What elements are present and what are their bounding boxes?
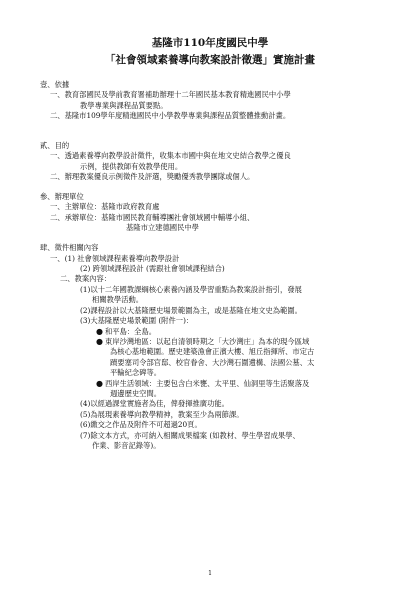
section-4-item-2: 二、教案內容： bbox=[60, 274, 112, 284]
content-item-3: (3)大基隆歷史場景範圍 (附件一)： bbox=[80, 316, 194, 326]
section-3-item-2-cont: 基隆市立建德國民中學 bbox=[126, 223, 199, 233]
section-4-item-1: 一、(1) 社會領域課程素養導向教學設計 bbox=[50, 253, 180, 263]
page-number: 1 bbox=[208, 570, 212, 577]
area-heping-island: 和平島：全島。 bbox=[105, 326, 157, 336]
content-item-2: (2)課程設計以大基隆歷史場景範圍為主，或是基隆在地文史為範圍。 bbox=[80, 305, 302, 315]
section-3-item-1: 一、主辦單位：基隆市政府教育處 bbox=[50, 202, 160, 212]
area-east-coast-cont-1: 為核心基地範圍。歷史建築漁會正濱大樓、旭丘指揮所、市定古 bbox=[110, 347, 315, 357]
section-1-item-2: 二、基隆市109學年度精進國民中小學教學專業與課程品質整體推動計畫。 bbox=[50, 111, 291, 121]
bullet-icon: ● bbox=[96, 326, 103, 336]
content-item-1: (1)以十二年國教課綱核心素養內涵及學習重點為教案設計指引，發展 bbox=[80, 284, 302, 294]
section-3-item-2: 二、承辦單位：基隆市國民教育輔導團社會領域國中輔導小組、 bbox=[50, 212, 255, 222]
title-line-2: 「社會領域素養導向教案設計徵選」實施計畫 bbox=[105, 54, 315, 66]
content-item-7-cont: 作業、影音記錄等)。 bbox=[92, 440, 161, 450]
area-east-coast: 東岸沙灣地區：以起自清領時期之「大沙灣庄」為本的現今區域 bbox=[105, 336, 310, 346]
section-1-item-1-cont: 教學專業與課程品質要點。 bbox=[80, 100, 168, 110]
document-body bbox=[40, 80, 392, 451]
section-4-item-1-cont: (2) 跨領域課程設計 (需跟社會領域課程結合) bbox=[80, 264, 225, 274]
bullet-icon: ● bbox=[96, 336, 103, 346]
section-2-heading: 貳、目的 bbox=[40, 140, 70, 150]
bullet-icon: ● bbox=[96, 378, 103, 388]
section-1-heading: 壹、依據 bbox=[40, 80, 70, 89]
title-line-1: 基隆市110年度國民中學 bbox=[151, 37, 269, 49]
content-item-6: (6)繳交之作品及附件不可超過20頁。 bbox=[80, 420, 202, 430]
section-3-heading: 參、辦理單位 bbox=[40, 192, 84, 202]
content-item-7: (7)除文本方式，亦可納入相關成果檔案 (如教材、學生學習成果學、 bbox=[80, 430, 300, 440]
section-1-item-1: 一、教育部國民及學前教育署補助辦理十二年國民基本教育精進國民中小學 bbox=[50, 90, 291, 100]
area-east-coast-cont-2: 蹟要塞司令部官邸、校官眷舍、大沙灣石圍遺構、法國公墓、太 bbox=[110, 357, 315, 367]
section-2-item-2: 二、辦理教案優良示例徵件及評選，獎勵優秀教學團隊或個人。 bbox=[50, 172, 255, 182]
list-item bbox=[40, 337, 392, 347]
content-item-1-cont: 相關教學活動。 bbox=[92, 295, 144, 305]
area-west-coast-cont: 週邊歷史空間。 bbox=[110, 388, 162, 398]
list-item bbox=[40, 379, 392, 389]
area-west-coast: 西岸生活領域：主要包含白米甕、太平里、仙洞里等生活聚落及 bbox=[105, 378, 310, 388]
list-item bbox=[40, 327, 392, 337]
section-2-item-1-cont: 示例，提供教師有效教學使用。 bbox=[80, 161, 183, 171]
content-item-4: (4)以經過課堂實施者為佳，俾發揮推廣功能。 bbox=[80, 399, 229, 409]
section-4-heading: 肆、徵件相關內容 bbox=[40, 243, 99, 253]
area-east-coast-cont-3: 平輪紀念碑等。 bbox=[110, 368, 162, 378]
section-2-item-1: 一、透過素養導向教學設計徵件，收集本市國中與在地文史結合教學之優良 bbox=[50, 151, 291, 161]
content-item-5: (5)為展現素養導向教學精神，教案至少為兩節課。 bbox=[80, 409, 244, 419]
